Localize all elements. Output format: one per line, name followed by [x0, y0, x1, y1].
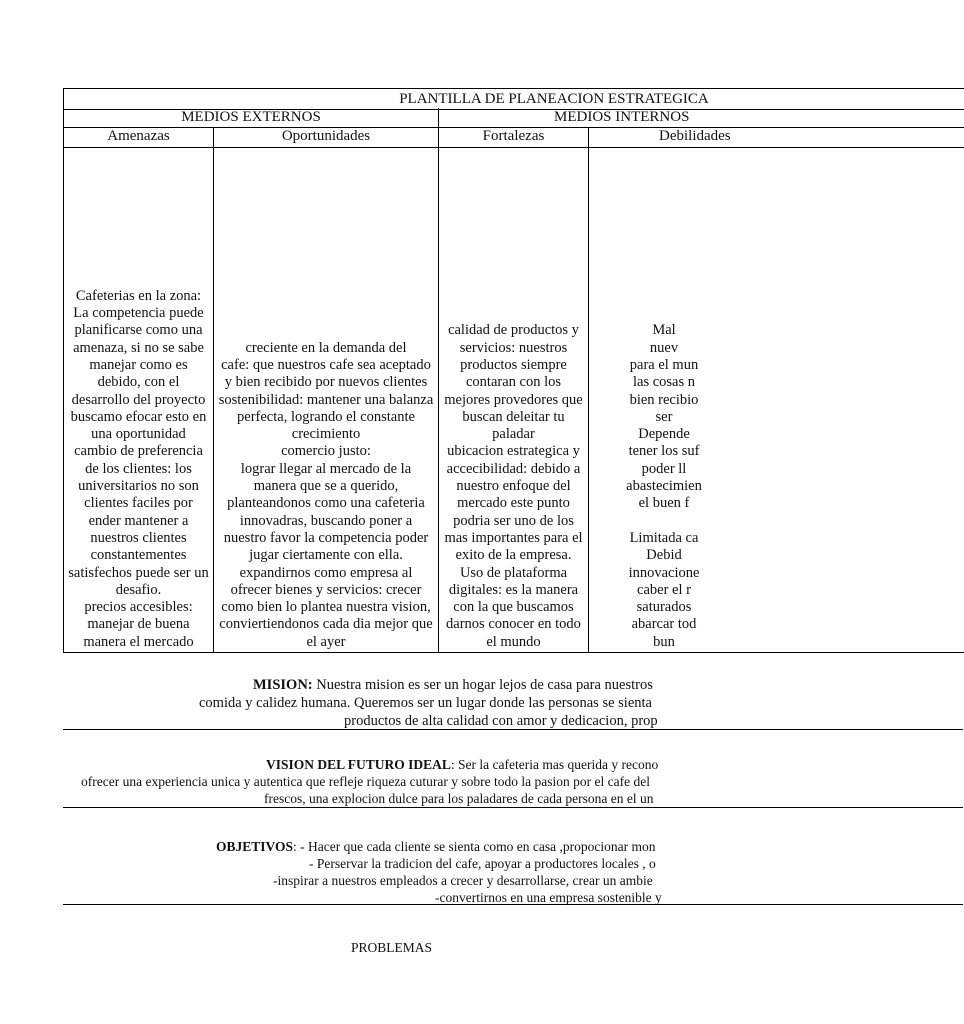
debilidades-cell: [589, 147, 964, 652]
debilidades-line: abastecimien: [626, 478, 702, 495]
mision-line-2: comida y calidez humana. Queremos ser un lugar donde las personas se sienta: [199, 695, 652, 711]
fortalezas-line: contaran con los: [465, 374, 562, 391]
title-row: [63, 88, 964, 110]
amenazas-line: satisfechos puede ser un: [68, 564, 209, 581]
fortalezas-line: digitales: es la manera: [448, 581, 579, 598]
debilidades-line: abarcar tod: [631, 616, 697, 633]
problemas-heading: PROBLEMAS: [351, 940, 433, 955]
fortalezas-line: calidad de productos y: [448, 322, 579, 339]
oportunidades-line: manera que se a querido,: [253, 478, 399, 495]
oportunidades-line: conviertiendonos cada dia mejor que: [219, 616, 433, 633]
fortalezas-line: nuestro enfoque del: [456, 478, 571, 495]
amenazas-line: Cafeterias en la zona:: [75, 287, 202, 304]
oportunidades-cell: [214, 147, 439, 652]
amenazas-line: La competencia puede: [73, 305, 204, 322]
mision-line-3: productos de alta calidad con amor y dedicacion, prop: [344, 713, 658, 729]
debilidades-line: tener los suf: [628, 443, 700, 460]
vision-label: VISION DEL FUTURO IDEAL: [266, 757, 451, 772]
debilidades-header: Debilidades: [659, 128, 731, 144]
oportunidades-line: cafe: que nuestros cafe sea aceptado: [221, 356, 431, 373]
amenazas-line: desafio.: [115, 581, 162, 598]
amenazas-line: precios accesibles:: [84, 599, 193, 616]
amenazas-line: manera el mercado: [83, 633, 194, 650]
amenazas-line: universitarios no son: [78, 478, 199, 495]
oportunidades-line: sostenibilidad: mantener una balanza: [218, 391, 434, 408]
debilidades-line: poder ll: [641, 460, 687, 477]
amenazas-line: constantementes: [90, 547, 187, 564]
template-title: PLANTILLA DE PLANEACION ESTRATEGICA: [399, 91, 709, 107]
amenazas-line: de los clientes: los: [85, 460, 192, 477]
debilidades-line: bien recibio: [629, 391, 699, 408]
fortalezas-line: paladar: [492, 426, 535, 443]
debilidades-line: Depende: [638, 426, 690, 443]
objetivos-section: [63, 838, 963, 905]
amenazas-line: buscamo efocar esto en: [70, 408, 207, 425]
debilidades-line: las cosas n: [632, 374, 695, 391]
mision-section: [63, 676, 963, 730]
oportunidades-line: lograr llegar al mercado de la: [240, 460, 412, 477]
amenazas-line: clientes faciles por: [84, 495, 193, 512]
amenazas-line: desarrollo del proyecto: [71, 391, 206, 408]
oportunidades-line: ofrecer bienes y servicios: crecer: [230, 581, 422, 598]
vision-line-2: ofrecer una experiencia unica y autentica que refleje riqueza cuturar y sobre todo la pasion por el cafe del: [81, 774, 650, 789]
fortalezas-line: buscan deleitar tu: [462, 408, 565, 425]
oportunidades-line: comercio justo:: [281, 443, 371, 460]
amenazas-line: debido, con el: [97, 374, 180, 391]
objetivos-line-2: - Perservar la tradicion del cafe, apoyar a productores locales , o: [309, 856, 656, 871]
fortalezas-line: servicios: nuestros: [459, 339, 568, 356]
vision-line-3: frescos, una explocion dulce para los paladares de cada persona en el un: [264, 791, 654, 806]
swot-content-row: [63, 147, 964, 653]
fortalezas-line: mas importantes para el: [444, 529, 583, 546]
fortalezas-line: mejores provedores que: [444, 391, 583, 408]
amenazas-cell: [64, 147, 214, 652]
fortalezas-cell: [439, 147, 589, 652]
debilidades-line: para el mun: [629, 356, 699, 373]
fortalezas-line: exito de la empresa.: [455, 547, 572, 564]
oportunidades-line: nuestro favor la competencia poder: [223, 529, 429, 546]
objetivos-line-4: -convertirnos en una empresa sostenible y: [435, 890, 662, 905]
amenazas-line: cambio de preferencia: [74, 443, 203, 460]
medios-externos-header: MEDIOS EXTERNOS: [64, 108, 439, 127]
fortalezas-line: ubicacion estrategica y: [447, 443, 580, 460]
oportunidades-line: como bien lo plantea nuestra vision,: [221, 599, 431, 616]
oportunidades-line: creciente en la demanda del: [245, 339, 407, 356]
mision-label: MISION:: [253, 677, 313, 693]
fortalezas-line: accecibilidad: debido a: [446, 460, 581, 477]
oportunidades-line: crecimiento: [291, 426, 361, 443]
fortalezas-line: mercado este punto: [457, 495, 570, 512]
objetivos-label: OBJETIVOS: [216, 839, 294, 854]
fortalezas-header: Fortalezas: [439, 127, 589, 147]
amenazas-line: amenaza, si no se sabe: [73, 339, 204, 356]
debilidades-line: caber el r: [637, 581, 691, 598]
vision-section: [63, 756, 963, 808]
objetivos-line-1: OBJETIVOS: - Hacer que cada cliente se sienta como en casa ,propocionar mon: [216, 839, 656, 854]
amenazas-line: planificarse como una: [74, 322, 203, 339]
oportunidades-line: planteandonos como una cafeteria: [227, 495, 425, 512]
fortalezas-line: el mundo: [486, 633, 541, 650]
debilidades-line: bun: [653, 633, 675, 650]
vision-line-1: VISION DEL FUTURO IDEAL: Ser la cafeteria mas querida y recono: [266, 757, 659, 772]
debilidades-line: Debid: [646, 547, 682, 564]
oportunidades-line: perfecta, logrando el constante: [237, 408, 415, 425]
amenazas-line: manejar como es: [89, 356, 188, 373]
fortalezas-line: Uso de plataforma: [459, 564, 568, 581]
debilidades-line: [589, 513, 739, 530]
debilidades-line: saturados: [636, 599, 692, 616]
oportunidades-line: innovadras, buscando poner a: [239, 512, 413, 529]
fortalezas-line: productos siempre: [460, 356, 567, 373]
objetivos-line-3: -inspirar a nuestros empleados a crecer y desarrollarse, crear un ambie: [273, 873, 653, 888]
fortalezas-line: con la que buscamos: [453, 599, 574, 616]
oportunidades-line: y bien recibido por nuevos clientes: [224, 374, 428, 391]
fortalezas-line: podria ser uno de los: [453, 512, 574, 529]
debilidades-line: ser: [655, 408, 673, 425]
amenazas-header: Amenazas: [64, 127, 214, 147]
medios-row: [63, 108, 964, 128]
oportunidades-header: Oportunidades: [214, 127, 439, 147]
mision-line-1: MISION: Nuestra mision es ser un hogar lejos de casa para nuestros: [253, 677, 653, 693]
debilidades-line: innovacione: [628, 564, 700, 581]
debilidades-line: el buen f: [638, 495, 690, 512]
amenazas-line: nuestros clientes: [90, 529, 187, 546]
oportunidades-line: jugar ciertamente con ella.: [249, 547, 403, 564]
fortalezas-line: darnos conocer en todo: [446, 616, 581, 633]
amenazas-line: una oportunidad: [91, 426, 186, 443]
amenazas-line: ender mantener a: [88, 512, 189, 529]
oportunidades-line: el ayer: [306, 633, 346, 650]
category-header-row: [63, 127, 964, 148]
debilidades-line: Limitada ca: [629, 529, 699, 546]
debilidades-line: nuev: [649, 339, 679, 356]
medios-internos-header: MEDIOS INTERNOS: [554, 109, 690, 125]
oportunidades-line: expandirnos como empresa al: [239, 564, 413, 581]
debilidades-line: Mal: [652, 322, 676, 339]
amenazas-line: manejar de buena: [87, 616, 190, 633]
